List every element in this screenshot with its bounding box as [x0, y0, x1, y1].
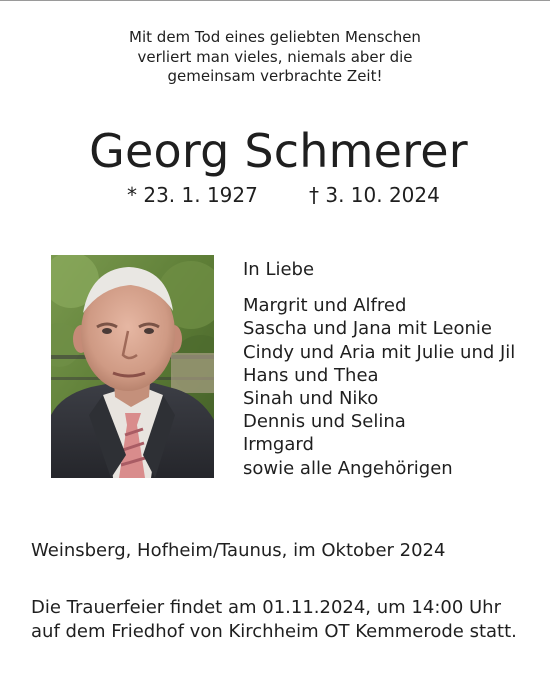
family-member: Cindy und Aria mit Julie und Jil	[243, 341, 516, 363]
family-member: Dennis und Selina	[243, 411, 406, 433]
funeral-service-info	[31, 596, 517, 644]
family-member: Hans und Thea	[243, 364, 379, 386]
service-line: auf dem Friedhof von Kirchheim OT Kemmerode statt.	[31, 621, 517, 642]
family-list	[243, 258, 515, 480]
verse-line: verliert man vieles, niemals aber die	[137, 47, 413, 66]
death-date: † 3. 10. 2024	[309, 183, 440, 207]
family-intro: In Liebe	[243, 259, 315, 280]
family-member: Sinah und Niko	[243, 388, 379, 410]
place-and-date: Weinsberg, Hofheim/Taunus, im Oktober 2024	[31, 540, 446, 561]
portrait-photo	[51, 255, 214, 478]
verse-line: gemeinsam verbrachte Zeit!	[167, 67, 383, 85]
deceased-name: Georg Schmerer	[89, 124, 468, 178]
family-member: Sascha und Jana mit Leonie	[243, 318, 492, 340]
birth-date: * 23. 1. 1927	[127, 183, 258, 207]
service-line: Die Trauerfeier findet am 01.11.2024, um 14:00 Uhr	[31, 597, 501, 618]
family-member: Irmgard	[243, 434, 314, 456]
memorial-verse	[0, 28, 550, 87]
verse-line: Mit dem Tod eines geliebten Menschen	[129, 28, 421, 46]
family-members	[243, 294, 515, 480]
family-member: Margrit und Alfred	[243, 295, 407, 317]
family-member: sowie alle Angehörigen	[243, 457, 453, 479]
